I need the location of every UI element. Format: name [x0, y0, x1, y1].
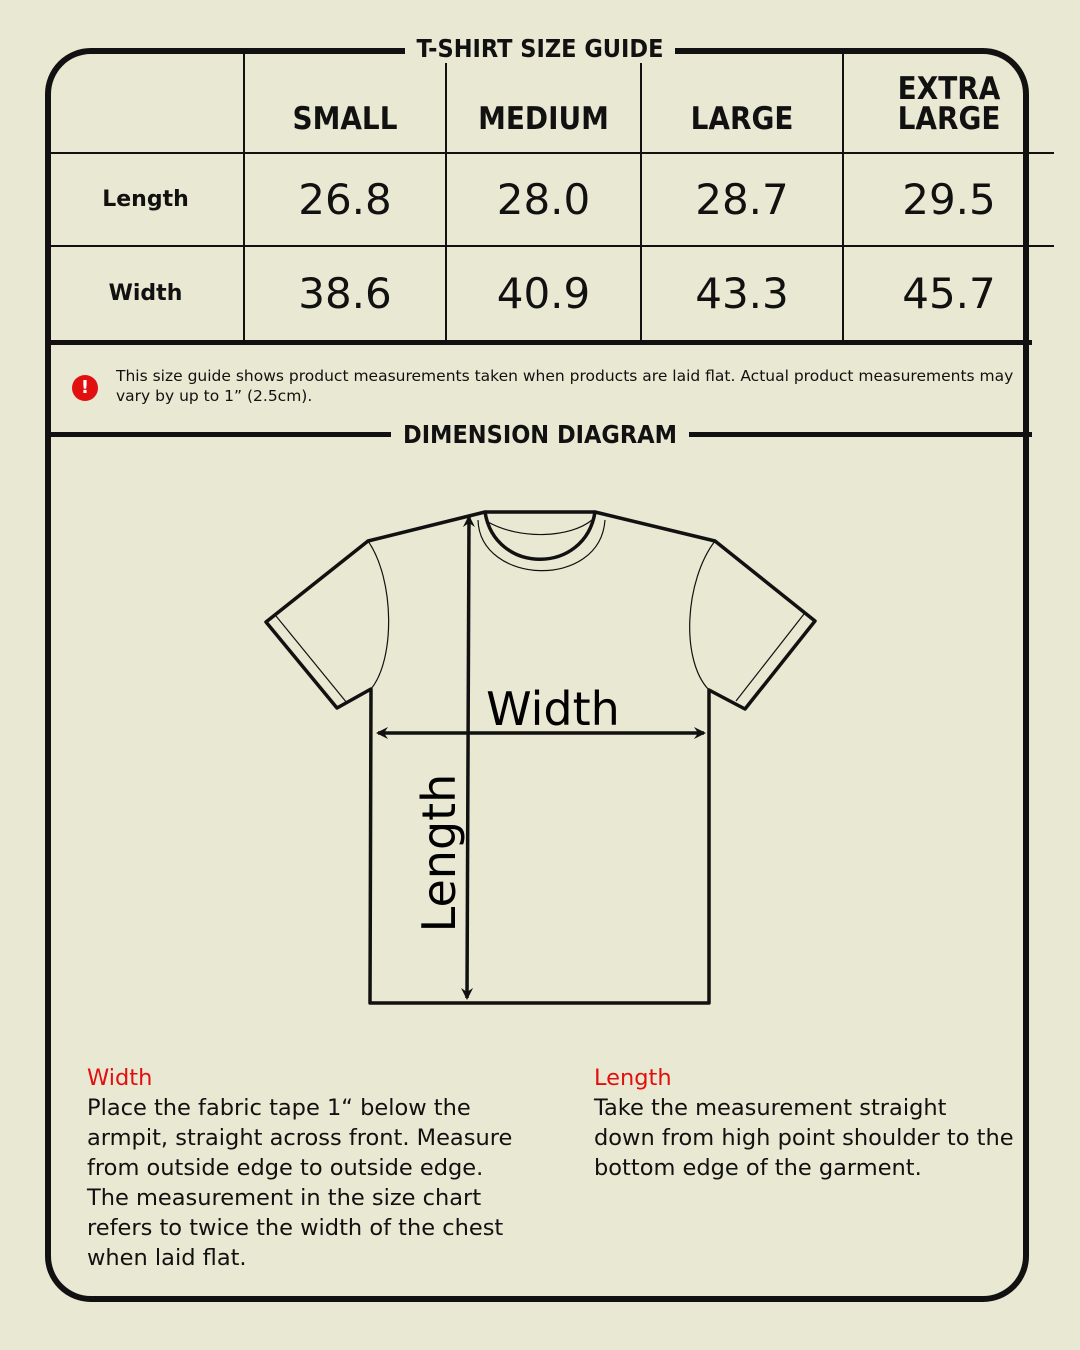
page-title: T-SHIRT SIZE GUIDE: [405, 34, 676, 63]
length-medium: 28.0: [446, 153, 641, 246]
width-explanation-heading: Width: [87, 1065, 153, 1091]
row-label-width: Width: [48, 246, 244, 340]
header-extra-large: EXTRA LARGE: [843, 51, 1054, 153]
note-text: This size guide shows product measurements taken when products are laid flat. Actual product measurements may vary by up to 1” (2.5cm).: [116, 367, 1014, 405]
width-label: Width: [486, 682, 620, 736]
diagram-title: DIMENSION DIAGRAM: [391, 420, 689, 449]
length-explanation-heading: Length: [594, 1065, 672, 1091]
exclamation-icon: !: [72, 375, 98, 401]
row-label-length: Length: [48, 153, 244, 246]
length-explanation: [594, 1063, 1014, 1183]
length-small: 26.8: [244, 153, 446, 246]
header-small: SMALL: [244, 51, 446, 153]
header-medium: MEDIUM: [446, 51, 641, 153]
length-label: Length: [412, 773, 466, 933]
width-small: 38.6: [244, 246, 446, 340]
length-arrow: [467, 517, 469, 998]
width-large: 43.3: [641, 246, 843, 340]
header-large: LARGE: [641, 51, 843, 153]
width-medium: 40.9: [446, 246, 641, 340]
tshirt-outline: [266, 512, 815, 1003]
length-large: 28.7: [641, 153, 843, 246]
length-extra-large: 29.5: [843, 153, 1054, 246]
width-extra-large: 45.7: [843, 246, 1054, 340]
length-explanation-text: Take the measurement straight down from high point shoulder to the bottom edge of the garment.: [594, 1095, 1014, 1181]
width-explanation-text: Place the fabric tape 1“ below the armpit, straight across front. Measure from outside edge to outside edge. The measurement in the size chart refers to twice the width of the chest when laid flat.: [87, 1095, 513, 1271]
width-explanation: [87, 1063, 527, 1273]
